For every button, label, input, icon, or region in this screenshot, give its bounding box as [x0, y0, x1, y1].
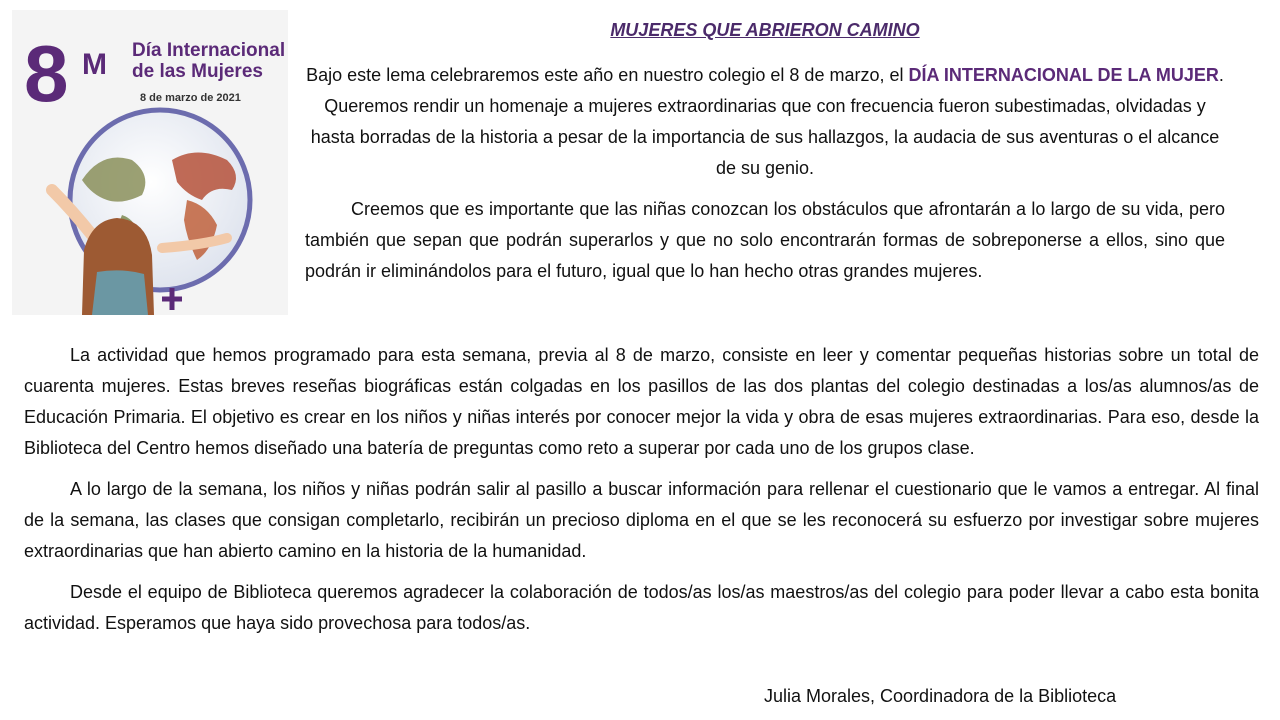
paragraph-4: A lo largo de la semana, los niños y niñas podrán salir al pasillo a buscar información para rellenar el cuestionario que le vamos a entregar. Al final de la semana, las clases que consigan completarlo, recibirán un precioso diploma en el que se les reconocerá su esfuerzo por investigar sobre mujeres extraordinarias que han abierto camino en la historia de la humanidad. [24, 479, 1259, 561]
paragraph-3: La actividad que hemos programado para esta semana, previa al 8 de marzo, consiste en leer y comentar pequeñas historias sobre un total de cuarenta mujeres. Estas breves reseñas biográficas están colgadas en los pasillos de las dos plantas del colegio destinadas a los/as alumnos/as de Educación Primaria. El objetivo es crear en los niños y niñas interés por conocer mejor la vida y obra de esas mujeres extraordinarias. Para eso, desde la Biblioteca del Centro hemos diseñado una batería de preguntas como reto a superar por cada uno de los grupos clase. [24, 345, 1259, 458]
logo-line-1: Día Internacional [132, 40, 286, 61]
body-paragraphs [24, 340, 1259, 649]
logo-number: 8 [24, 29, 67, 118]
signature: Julia Morales, Coordinadora de la Biblioteca [764, 686, 1117, 706]
intro-text-2: . Queremos rendir un homenaje a mujeres extraordinarias que con frecuencia fueron subestimadas, olvidadas y hasta borradas de la historia a pesar de la importancia de sus hallazgos, la audacia de sus aventuras o el alcance de su genio. [310, 65, 1224, 178]
paragraph-2: Creemos que es importante que las niñas conozcan los obstáculos que afrontarán a lo largo de su vida, pero también que sepan que podrán superarlos y que no solo encontrarán formas de sobreponerse a ellos, sino que podrán ir eliminándolos para el futuro, igual que lo han hecho otras grandes mujeres. [305, 199, 1225, 281]
logo-heading [132, 40, 285, 82]
logo-letter: M [82, 48, 107, 81]
logo-date: 8 de marzo de 2021 [140, 92, 241, 104]
intro-text-1: Bajo este lema celebraremos este año en nuestro colegio el 8 de marzo, el [306, 65, 904, 85]
intro-highlight: DÍA INTERNACIONAL DE LA MUJER [908, 65, 1219, 85]
logo-8m [24, 29, 107, 118]
8m-poster-image [12, 10, 288, 315]
logo-line-2: de las Mujeres [132, 61, 263, 82]
intro-paragraph [300, 60, 1230, 184]
document-title: MUJERES QUE ABRIERON CAMINO [610, 20, 920, 40]
paragraph-5: Desde el equipo de Biblioteca queremos agradecer la colaboración de todos/as los/as maestros/as del colegio para poder llevar a cabo esta bonita actividad. Esperamos que haya sido provechosa para todos/as. [24, 582, 1259, 633]
